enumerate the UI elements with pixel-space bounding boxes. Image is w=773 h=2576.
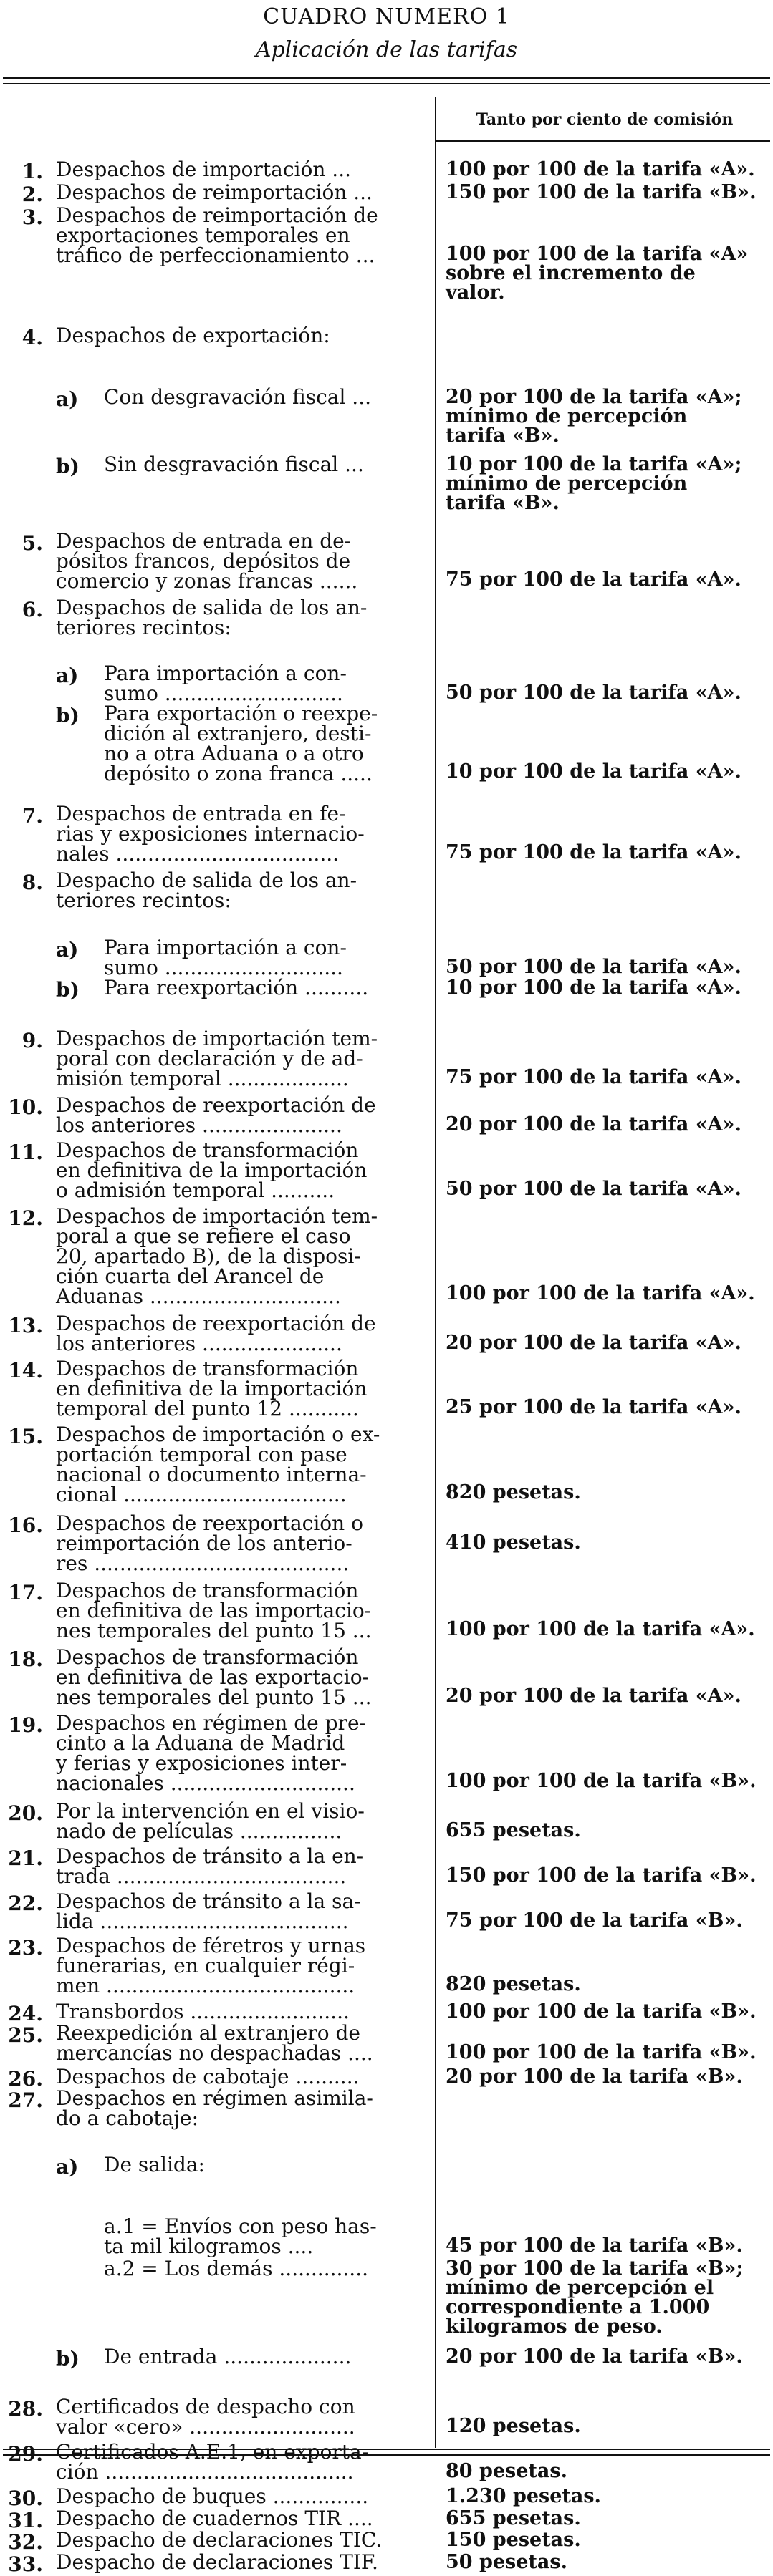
row-label: Para exportación o reexpe- dición al extranjero, desti- no a otra Aduana o a otro depósito o zona franca ..... xyxy=(104,702,378,785)
row-label: De salida: xyxy=(104,2153,205,2176)
row-value: 20 por 100 de la tarifa «B». xyxy=(446,2066,743,2088)
row-value: 100 por 100 de la tarifa «B». xyxy=(446,1770,757,1792)
row-label: Para reexportación .......... xyxy=(104,976,369,999)
row-number: 10. xyxy=(8,1095,43,1119)
row-value: 655 pesetas. xyxy=(446,2507,581,2529)
row-value: 20 por 100 de la tarifa «A». xyxy=(446,1332,741,1354)
row-value: 20 por 100 de la tarifa «A». xyxy=(446,1113,741,1136)
row-number: 12. xyxy=(8,1206,43,1230)
row-subletter: b) xyxy=(56,704,80,727)
row-number: 30. xyxy=(8,2487,43,2510)
row-number: 14. xyxy=(8,1359,43,1383)
row-number: 24. xyxy=(8,2002,43,2025)
row-label: Reexpedición al extranjero de mercancías no despachadas .... xyxy=(56,2021,373,2065)
row-subletter: a) xyxy=(56,664,79,687)
header-rule xyxy=(436,140,770,142)
row-value: 410 pesetas. xyxy=(446,1531,581,1554)
row-number: 6. xyxy=(21,598,43,621)
row-label: Despachos de transformación en definitiva de las importacio- nes temporales del punto 15 ... xyxy=(56,1579,372,1642)
row-number: 31. xyxy=(8,2509,43,2532)
row-label: Para importación a con- sumo ............................ xyxy=(104,936,347,979)
row-subletter: b) xyxy=(56,2347,80,2371)
row-value: 10 por 100 de la tarifa «A»; mínimo de percepción tarifa «B». xyxy=(446,453,742,514)
row-number: 22. xyxy=(8,1892,43,1915)
row-number: 1. xyxy=(21,160,43,183)
row-number: 8. xyxy=(21,871,43,894)
row-label: Despachos en régimen asimila- do a cabotaje: xyxy=(56,2086,373,2130)
row-value: 20 por 100 de la tarifa «A». xyxy=(446,1685,741,1707)
row-label: Despacho de declaraciones TIC. xyxy=(56,2528,383,2552)
column-divider xyxy=(435,97,436,2448)
row-label: Despachos de reexportación de los anteriores ...................... xyxy=(56,1312,376,1355)
row-label: a.1 = Envíos con peso has- ta mil kilogramos .... xyxy=(104,2214,377,2258)
row-label: Despachos de transformación en definitiva de la importación o admisión temporal .......... xyxy=(56,1138,368,1202)
row-label: Sin desgravación fiscal ... xyxy=(104,452,364,476)
row-subletter: a) xyxy=(56,387,79,411)
row-label: Despachos de entrada en de- pósitos francos, depósitos de comercio y zonas francas ...... xyxy=(56,529,358,593)
row-number: 5. xyxy=(21,531,43,555)
row-label: Despachos de reexportación de los anteriores ...................... xyxy=(56,1093,376,1137)
row-number: 33. xyxy=(8,2552,43,2576)
row-number: 11. xyxy=(8,1141,43,1164)
row-number: 26. xyxy=(8,2067,43,2091)
row-number: 28. xyxy=(8,2397,43,2421)
row-value: 655 pesetas. xyxy=(446,1819,581,1841)
row-value: 30 por 100 de la tarifa «B»; mínimo de percepción el correspondiente a 1.000 kilogramos de peso. xyxy=(446,2257,744,2338)
row-number: 32. xyxy=(8,2530,43,2554)
row-value: 80 pesetas. xyxy=(446,2460,567,2482)
row-label: De entrada .................... xyxy=(104,2345,352,2368)
row-value: 120 pesetas. xyxy=(446,2415,581,2437)
row-label: Despachos de reimportación de exportaciones temporales en tráfico de perfeccionamiento ... xyxy=(56,203,378,267)
row-subletter: b) xyxy=(56,455,80,478)
row-value: 820 pesetas. xyxy=(446,1481,581,1504)
row-label: Certificados de despacho con valor «cero» .......................... xyxy=(56,2395,355,2439)
row-label: Despachos de cabotaje .......... xyxy=(56,2065,360,2088)
row-value: 20 por 100 de la tarifa «B». xyxy=(446,2345,743,2368)
row-label: Despachos de tránsito a la sa- lida ....................................... xyxy=(56,1889,361,1933)
row-label: Despachos de salida de los an- teriores recintos: xyxy=(56,596,368,639)
row-label: Despacho de buques ............... xyxy=(56,2484,369,2508)
row-value: 50 pesetas. xyxy=(446,2551,567,2573)
row-value: 1.230 pesetas. xyxy=(446,2485,601,2507)
row-label: Para importación a con- sumo ............................ xyxy=(104,662,347,705)
row-value: 100 por 100 de la tarifa «A». xyxy=(446,1282,755,1304)
row-label: Despachos de exportación: xyxy=(56,324,330,347)
row-value: 50 por 100 de la tarifa «A». xyxy=(446,956,741,978)
row-value: 100 por 100 de la tarifa «B». xyxy=(446,2000,757,2023)
row-value: 100 por 100 de la tarifa «A» sobre el incremento de valor. xyxy=(446,243,749,304)
row-subletter: b) xyxy=(56,978,80,1002)
row-label: Despachos en régimen de pre- cinto a la Aduana de Madrid y ferias y exposiciones inter- nacionales ............................. xyxy=(56,1711,366,1795)
row-label: Despacho de declaraciones TIF. xyxy=(56,2550,378,2574)
row-label: Despachos de féretros y urnas funerarias, en cualquier régi- men ....................................... xyxy=(56,1934,366,1998)
row-value: 75 por 100 de la tarifa «B». xyxy=(446,1909,743,1932)
row-number: 4. xyxy=(21,326,43,349)
row-value: 820 pesetas. xyxy=(446,1973,581,1995)
row-number: 20. xyxy=(8,1801,43,1825)
row-number: 25. xyxy=(8,2023,43,2047)
row-number: 15. xyxy=(8,1425,43,1448)
row-label: Despachos de transformación en definitiva de la importación temporal del punto 12 ........... xyxy=(56,1357,368,1420)
row-label: Despachos de importación o ex- portación temporal con pase nacional o documento interna- cional ................................... xyxy=(56,1423,380,1506)
row-value: 150 por 100 de la tarifa «B». xyxy=(446,1864,757,1887)
row-label: Despachos de tránsito a la en- trada .................................... xyxy=(56,1844,364,1888)
row-label: Transbordos ......................... xyxy=(56,2000,350,2023)
row-number: 27. xyxy=(8,2088,43,2112)
row-number: 23. xyxy=(8,1936,43,1960)
row-number: 3. xyxy=(21,205,43,229)
row-value: 75 por 100 de la tarifa «A». xyxy=(446,1066,741,1088)
row-label: Despachos de entrada en fe- rias y exposiciones internacio- nales ................................... xyxy=(56,802,365,866)
row-subletter: a) xyxy=(56,938,79,962)
row-number: 17. xyxy=(8,1581,43,1604)
row-label: Despacho de cuadernos TIR .... xyxy=(56,2507,373,2530)
table-subtitle: Aplicación de las tarifas xyxy=(255,37,518,62)
row-label: Despachos de reimportación ... xyxy=(56,180,373,204)
row-number: 9. xyxy=(21,1029,43,1052)
row-value: 10 por 100 de la tarifa «A». xyxy=(446,760,741,783)
row-value: 50 por 100 de la tarifa «A». xyxy=(446,1178,741,1200)
row-label: Despachos de transformación en definitiva de las exportacio- nes temporales del punto 15 ... xyxy=(56,1645,372,1709)
row-label: Certificados A.E.1, en exporta- ción ....................................... xyxy=(56,2440,369,2484)
bottom-double-rule xyxy=(3,2449,770,2456)
row-number: 19. xyxy=(8,1713,43,1737)
row-number: 16. xyxy=(8,1514,43,1537)
row-number: 29. xyxy=(8,2442,43,2466)
row-label: Con desgravación fiscal ... xyxy=(104,385,371,409)
row-subletter: a) xyxy=(56,2155,79,2179)
row-value: 20 por 100 de la tarifa «A»; mínimo de percepción tarifa «B». xyxy=(446,386,742,447)
row-number: 13. xyxy=(8,1314,43,1337)
row-number: 2. xyxy=(21,183,43,206)
row-value: 50 por 100 de la tarifa «A». xyxy=(446,682,741,704)
row-value: 150 pesetas. xyxy=(446,2529,581,2551)
row-number: 7. xyxy=(21,804,43,828)
row-value: 150 por 100 de la tarifa «B». xyxy=(446,181,757,203)
column-header: Tanto por ciento de comisión xyxy=(476,110,734,129)
row-value: 45 por 100 de la tarifa «B». xyxy=(446,2234,743,2257)
row-value: 75 por 100 de la tarifa «A». xyxy=(446,568,741,591)
row-value: 75 por 100 de la tarifa «A». xyxy=(446,841,741,863)
row-value: 100 por 100 de la tarifa «B». xyxy=(446,2041,757,2063)
row-value: 25 por 100 de la tarifa «A». xyxy=(446,1396,741,1418)
row-label: Despachos de importación ... xyxy=(56,158,351,181)
row-label: Por la intervención en el visio- nado de películas ................ xyxy=(56,1799,365,1843)
row-value: 100 por 100 de la tarifa «A». xyxy=(446,158,755,180)
top-double-rule xyxy=(3,77,770,84)
row-label: Despacho de salida de los an- teriores recintos: xyxy=(56,868,357,912)
row-value: 100 por 100 de la tarifa «A». xyxy=(446,1618,755,1640)
row-number: 18. xyxy=(8,1647,43,1671)
row-label: Despachos de reexportación o reimportación de los anterio- res ........................................ xyxy=(56,1511,363,1575)
row-label: a.2 = Los demás .............. xyxy=(104,2257,369,2280)
row-label: Despachos de importación tem- poral con declaración y de ad- misión temporal ................... xyxy=(56,1027,378,1090)
row-number: 21. xyxy=(8,1846,43,1870)
row-value: 10 por 100 de la tarifa «A». xyxy=(446,977,741,999)
row-label: Despachos de importación tem- poral a que se refiere el caso 20, apartado B), de la disposi- ción cuarta del Arancel de Aduanas .............................. xyxy=(56,1204,378,1308)
table-title: CUADRO NUMERO 1 xyxy=(263,4,510,29)
